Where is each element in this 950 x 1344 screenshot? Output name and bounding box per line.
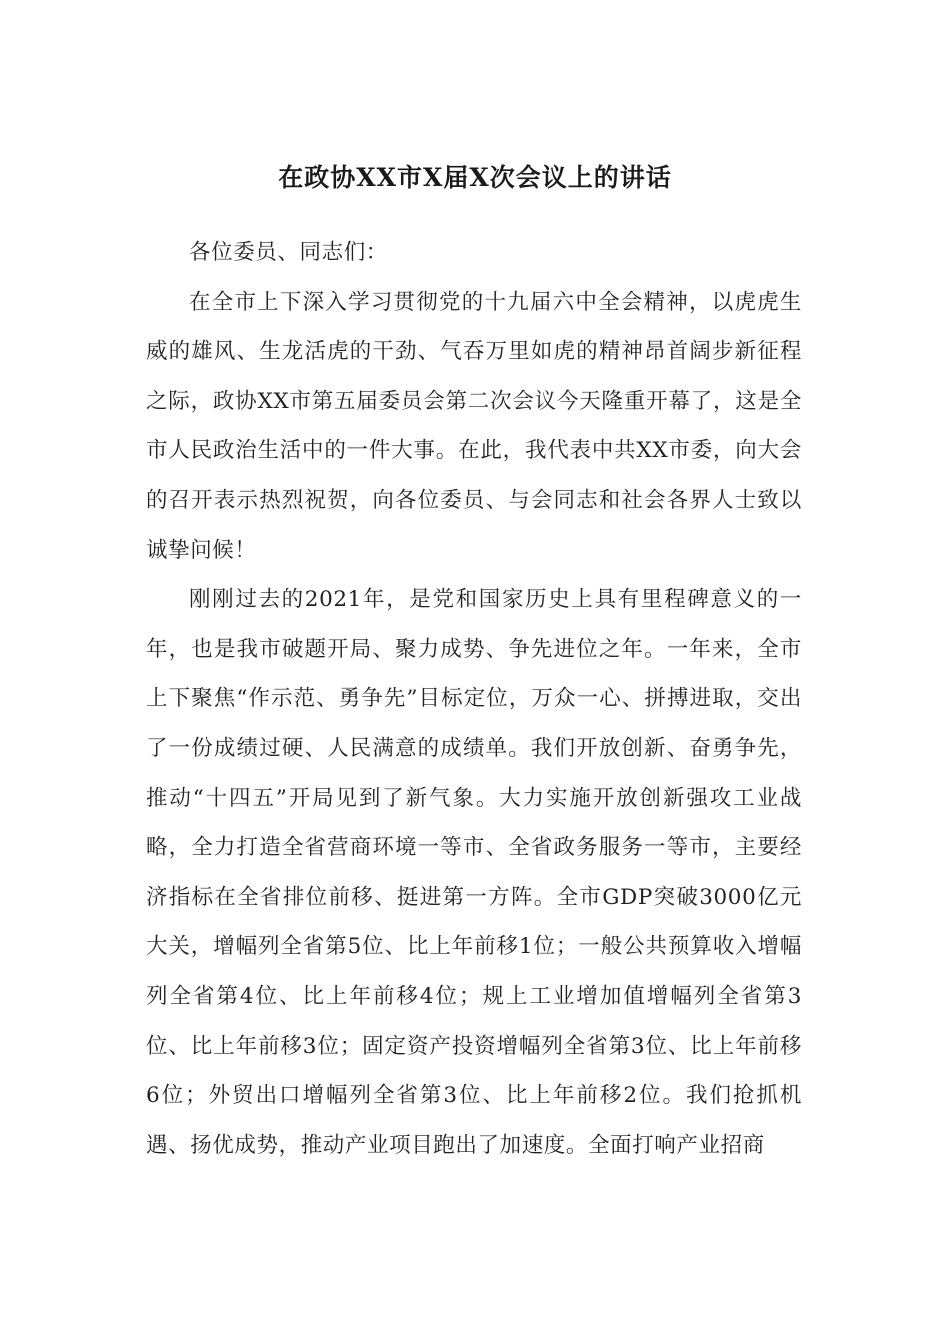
document-title: 在政协XX市X届X次会议上的讲话 xyxy=(278,163,672,192)
paragraph: 在全市上下深入学习贯彻党的十九届六中全会精神，以虎虎生威的雄风、生龙活虎的干劲、气吞万里如虎的精神昂首阔步新征程之际，政协XX市第五届委员会第二次会议今天隆重开幕了，这是全市人民政治生活中的一件大事。在此，我代表中共XX市委，向大会的召开表示热烈祝贺，向各位委员、与会同志和社会各界人士致以诚挚问候！ xyxy=(146,289,802,563)
salutation: 各位委员、同志们： xyxy=(189,240,388,265)
document-body xyxy=(146,228,802,1170)
paragraph: 刚刚过去的2021年，是党和国家历史上具有里程碑意义的一年，也是我市破题开局、聚力成势、争先进位之年。一年来，全市上下聚焦“作示范、勇争先”目标定位，万众一心、拼搏进取，交出了一份成绩过硬、人民满意的成绩单。我们开放创新、奋勇争先，推动“十四五”开局见到了新气象。大力实施开放创新强攻工业战略，全力打造全省营商环境一等市、全省政务服务一等市，主要经济指标在全省排位前移、挺进第一方阵。全市GDP突破3000亿元大关，增幅列全省第5位、比上年前移1位；一般公共预算收入增幅列全省第4位、比上年前移4位；规上工业增加值增幅列全省第3位、比上年前移3位；固定资产投资增幅列全省第3位、比上年前移6位；外贸出口增幅列全省第3位、比上年前移2位。我们抢抓机遇、扬优成势，推动产业项目跑出了加速度。全面打响产业招商 xyxy=(146,587,802,1158)
